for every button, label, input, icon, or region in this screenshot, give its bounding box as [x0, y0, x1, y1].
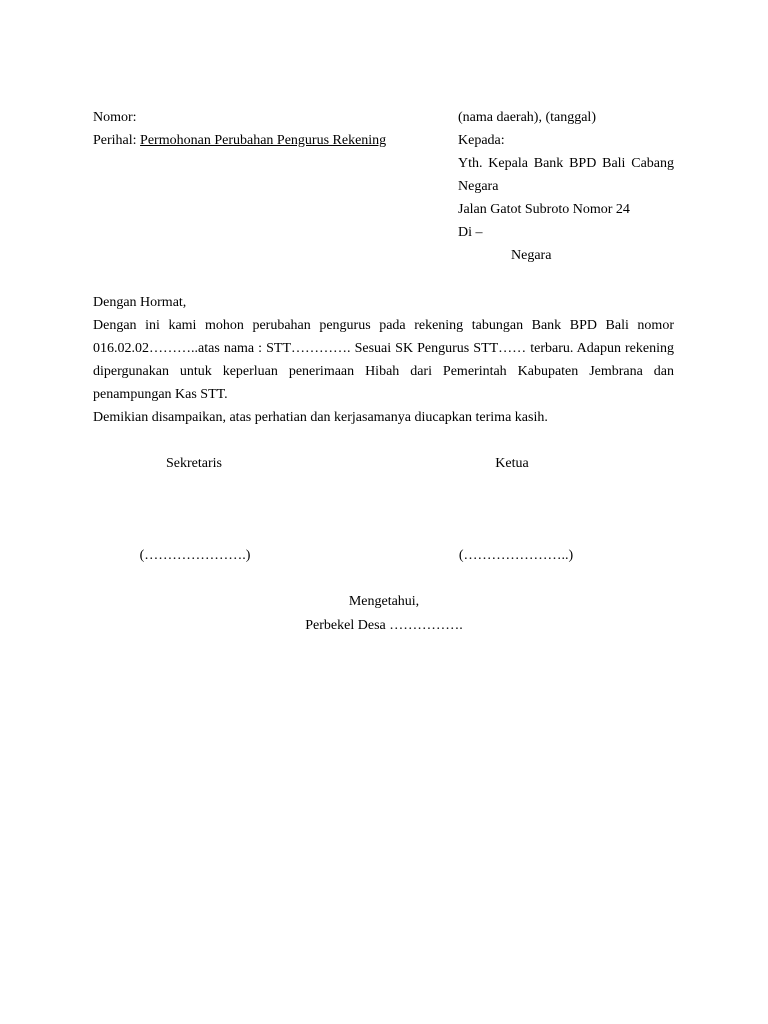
place-date: (nama daerah), (tanggal) — [458, 110, 596, 125]
signature-right-name: (…………………..) — [458, 548, 574, 563]
greeting: Dengan Hormat, — [93, 295, 187, 310]
recipient-city: Negara — [511, 248, 552, 263]
closing-sentence: Demikian disampaikan, atas perhatian dan kerjasamanya diucapkan terima kasih. — [93, 410, 548, 425]
acknowledge-label: Mengetahui, — [348, 594, 420, 609]
recipient-line-2: Negara — [458, 179, 499, 194]
body-paragraph: Dengan ini kami mohon perubahan pengurus pada rekening tabungan Bank BPD Bali nomor 016.02.02………..atas nama : STT…………. Sesuai SK Pengurus STT…… terbaru. Adapun rekening dipergunakan untuk keperluan penerimaan Hibah dari Pemerintah Kabupaten Jembrana dan penampungan Kas STT. — [93, 318, 674, 402]
recipient-address: Jalan Gatot Subroto Nomor 24 — [458, 202, 630, 217]
perihal-value: Permohonan Perubahan Pengurus Rekening — [140, 133, 387, 148]
perihal-line — [93, 129, 386, 152]
nomor-label: Nomor: — [93, 110, 137, 125]
acknowledge-title: Perbekel Desa ……………. — [305, 618, 463, 633]
perihal-label: Perihal: — [93, 133, 141, 148]
kepada-label: Kepada: — [458, 133, 505, 148]
signature-right-title: Ketua — [495, 456, 529, 471]
di-label: Di – — [458, 225, 483, 240]
signature-left-name: (………………….) — [139, 548, 251, 563]
recipient-line-1: Yth. Kepala Bank BPD Bali Cabang — [458, 156, 674, 171]
signature-left-title: Sekretaris — [166, 456, 222, 471]
